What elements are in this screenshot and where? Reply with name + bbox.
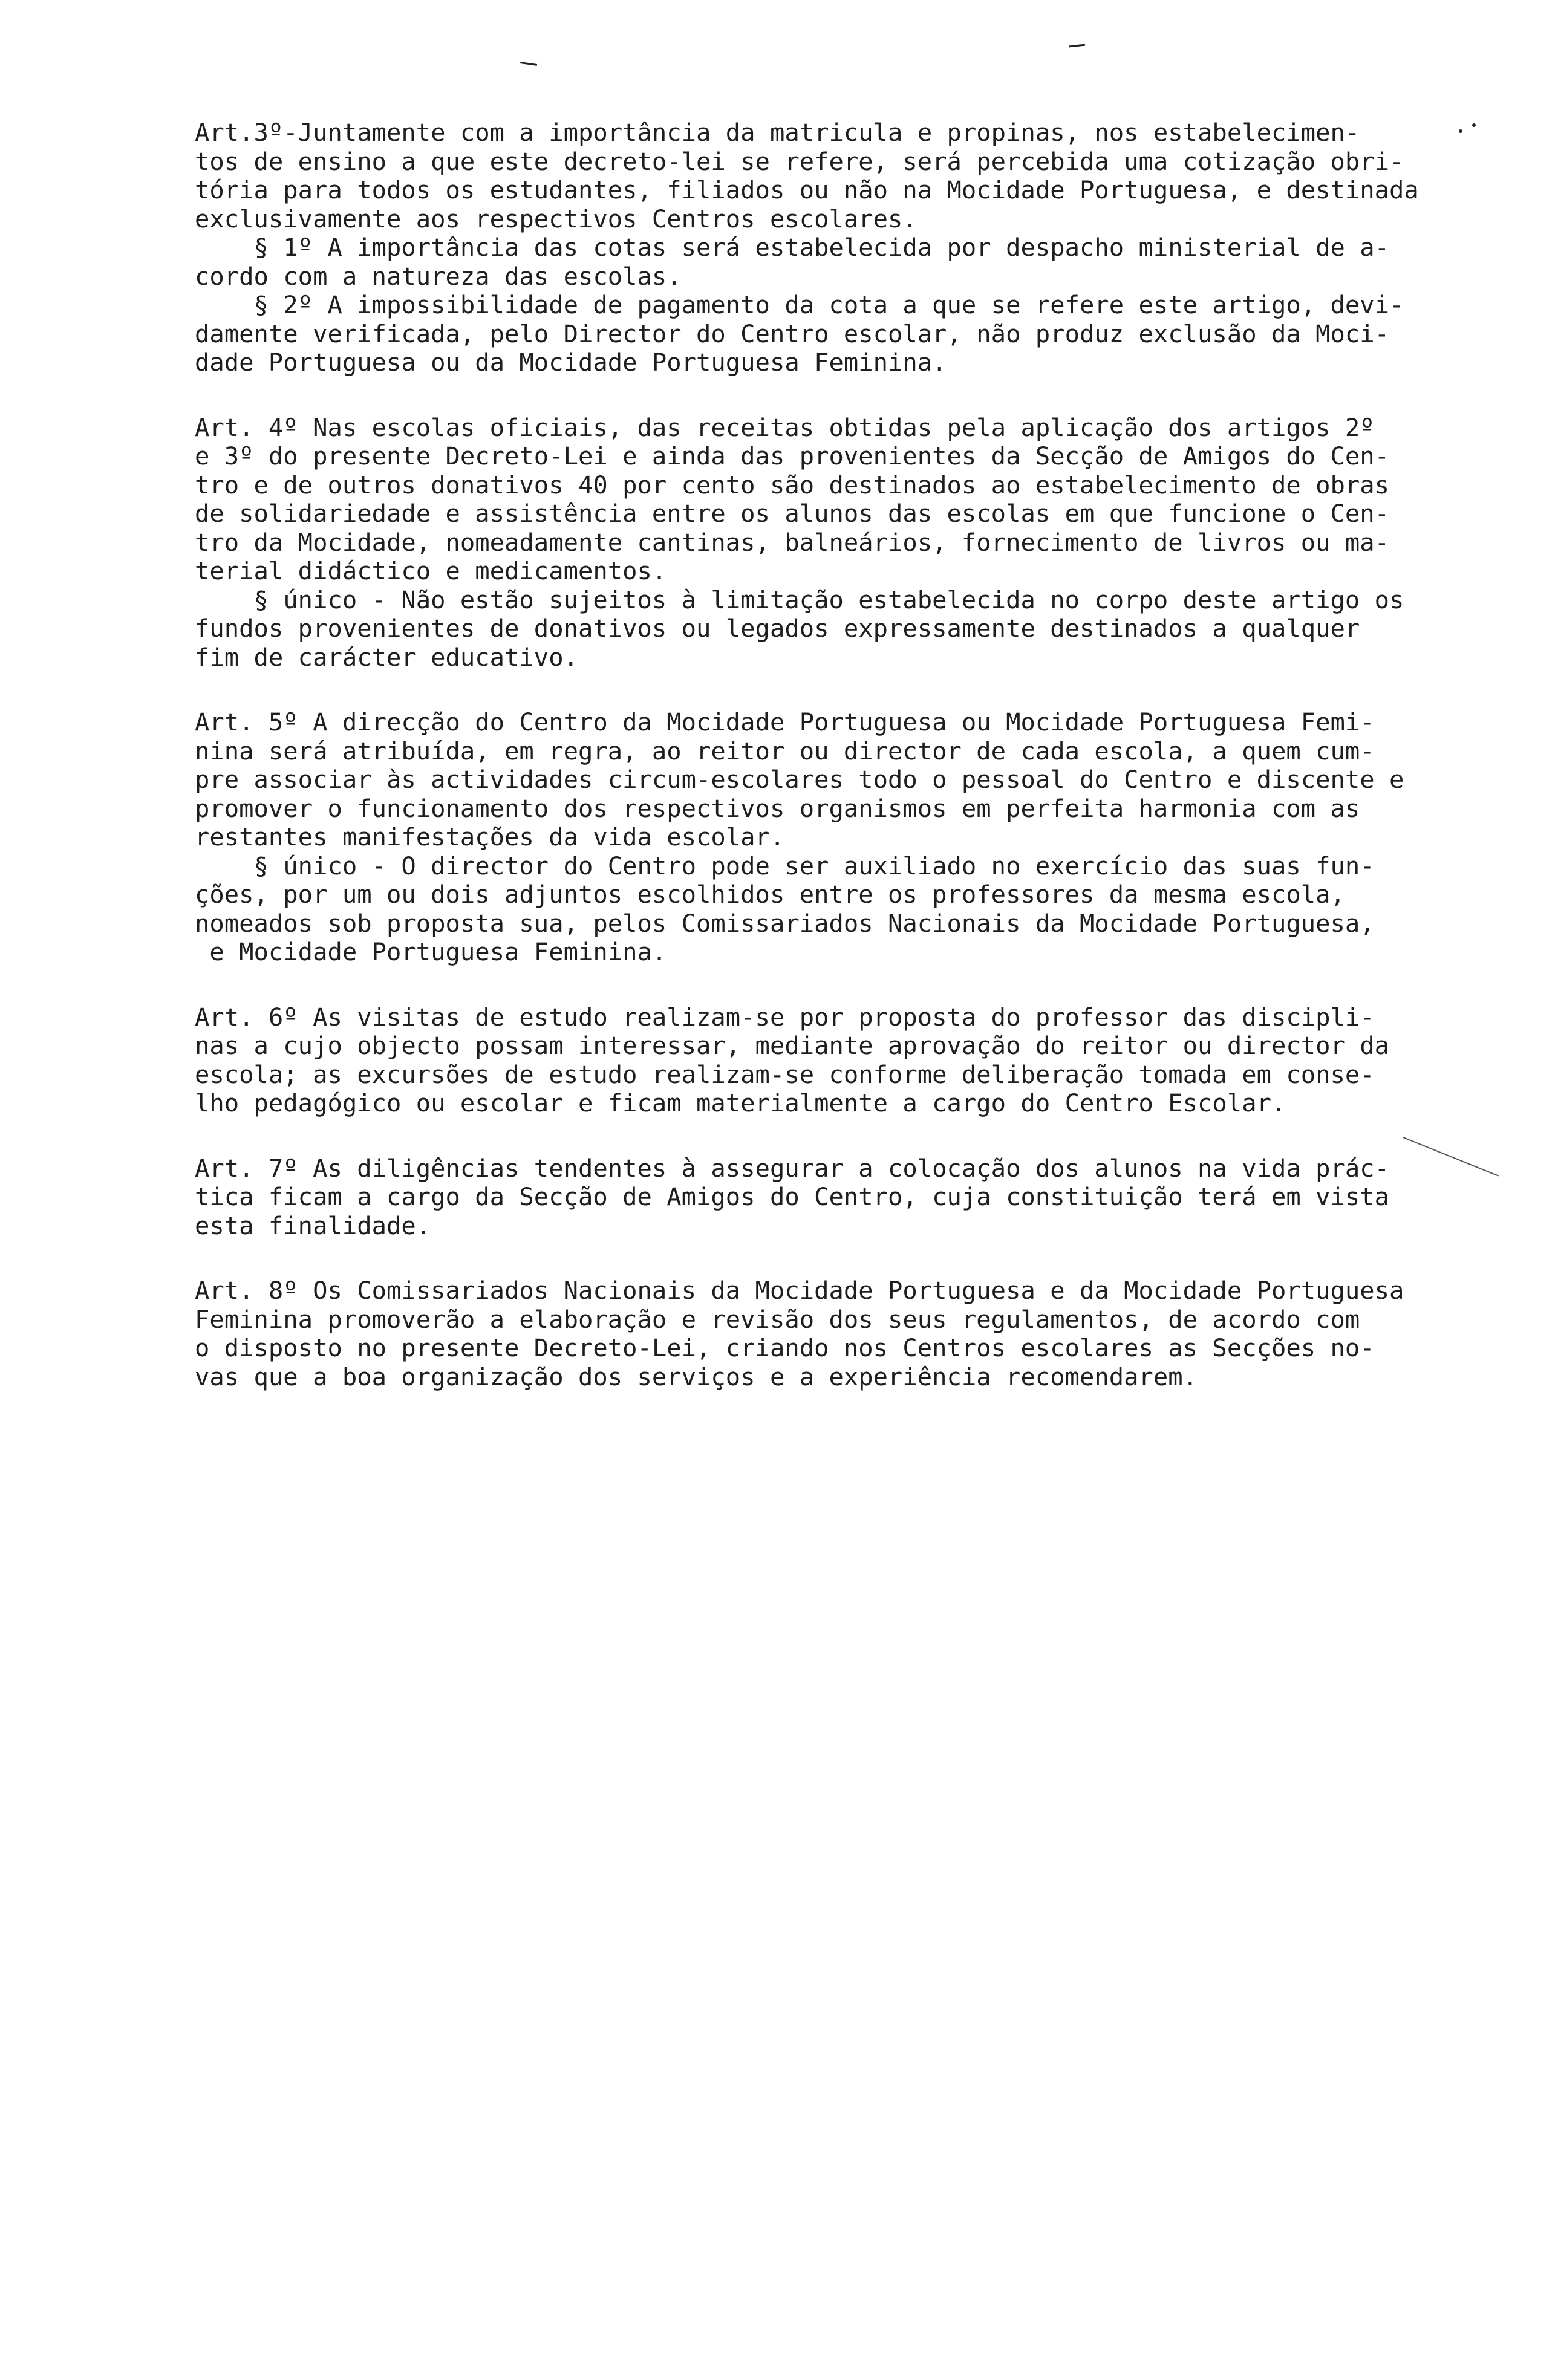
text-line: tos de ensino a que este decreto-lei se refere, será percebida uma cotização obri- [195,146,1404,176]
text-line: tro da Mocidade, nomeadamente cantinas, balneários, fornecimento de livros ou ma- [195,527,1390,557]
article-text [195,1154,1429,1241]
text-line: cordo com a natureza das escolas. [195,261,682,291]
text-line: restantes manifestações da vida escolar. [195,822,785,851]
text-line: vas que a boa organização dos serviços e a experiência recomendarem. [195,1362,1198,1391]
text-line: e Mocidade Portuguesa Feminina. [195,937,667,966]
article-text [195,1003,1429,1118]
text-line: § único - O director do Centro pode ser auxiliado no exercício das suas fun- [195,851,1375,880]
ink-dot [1459,129,1462,133]
text-line: § 1º A importância das cotas será estabelecida por despacho ministerial de a- [195,233,1390,262]
article-3 [195,119,1429,377]
ink-mark [1069,44,1085,48]
article-6 [195,1003,1429,1118]
text-line: exclusivamente aos respectivos Centros escolares. [195,204,918,233]
article-text [195,708,1429,967]
text-line: nas a cujo objecto possam interessar, mediante aprovação do reitor ou director da [195,1031,1390,1060]
text-line: Art. 4º Nas escolas oficiais, das receitas obtidas pela aplicação dos artigos 2º [195,412,1375,442]
ink-dot [1472,123,1476,127]
text-line: promover o funcionamento dos respectivos organismos em perfeita harmonia com as [195,793,1360,823]
text-line: § 2º A impossibilidade de pagamento da cota a que se refere este artigo, devi- [195,290,1404,319]
text-line: Art. 6º As visitas de estudo realizam-se por proposta do professor das discipli- [195,1002,1375,1032]
text-line: Art.3º-Juntamente com a importância da matricula e propinas, nos estabelecimen- [195,118,1360,147]
text-line: dade Portuguesa ou da Mocidade Portuguesa Feminina. [195,348,947,377]
article-text [195,414,1429,672]
document-body [195,119,1429,1428]
text-line: § único - Não estão sujeitos à limitação estabelecida no corpo deste artigo os [195,585,1404,614]
article-text [195,119,1429,377]
text-line: damente verificada, pelo Director do Centro escolar, não produz exclusão da Moci- [195,319,1390,348]
text-line: Feminina promoverão a elaboração e revisão dos seus regulamentos, de acordo com [195,1304,1360,1334]
article-text [195,1276,1429,1391]
text-line: nina será atribuída, em regra, ao reitor ou director de cada escola, a quem cum- [195,736,1375,766]
text-line: Art. 8º Os Comissariados Nacionais da Mocidade Portuguesa e da Mocidade Portuguesa [195,1276,1404,1305]
article-7 [195,1154,1429,1241]
text-line: tro e de outros donativos 40 por cento são destinados ao estabelecimento de obras [195,470,1390,499]
text-line: e 3º do presente Decreto-Lei e ainda das provenientes da Secção de Amigos do Cen- [195,441,1390,470]
text-line: de solidariedade e assistência entre os alunos das escolas em que funcione o Cen- [195,499,1390,528]
text-line: nomeados sob proposta sua, pelos Comissariados Nacionais da Mocidade Portuguesa, [195,908,1375,938]
ink-mark [520,62,537,66]
text-line: pre associar às actividades circum-escolares todo o pessoal do Centro e discente e [195,765,1404,794]
article-8 [195,1276,1429,1391]
text-line: esta finalidade. [195,1211,431,1240]
text-line: o disposto no presente Decreto-Lei, criando nos Centros escolares as Secções no- [195,1333,1375,1362]
text-line: tória para todos os estudantes, filiados ou não na Mocidade Portuguesa, e destinada [195,175,1419,204]
text-line: tica ficam a cargo da Secção de Amigos do Centro, cuja constituição terá em vista [195,1182,1390,1211]
text-line: ções, por um ou dois adjuntos escolhidos entre os professores da mesma escola, [195,880,1345,909]
text-line: lho pedagógico ou escolar e ficam materialmente a cargo do Centro Escolar. [195,1088,1286,1117]
text-line: Art. 5º A direcção do Centro da Mocidade Portuguesa ou Mocidade Portuguesa Femi- [195,707,1375,736]
article-4 [195,414,1429,672]
text-line: escola; as excursões de estudo realizam-se conforme deliberação tomada em conse- [195,1059,1375,1089]
text-line: fundos provenientes de donativos ou legados expressamente destinados a qualquer [195,614,1360,643]
article-5 [195,708,1429,967]
text-line: fim de carácter educativo. [195,642,578,672]
text-line: Art. 7º As diligências tendentes à assegurar a colocação dos alunos na vida prác- [195,1153,1390,1183]
text-line: terial didáctico e medicamentos. [195,556,667,585]
